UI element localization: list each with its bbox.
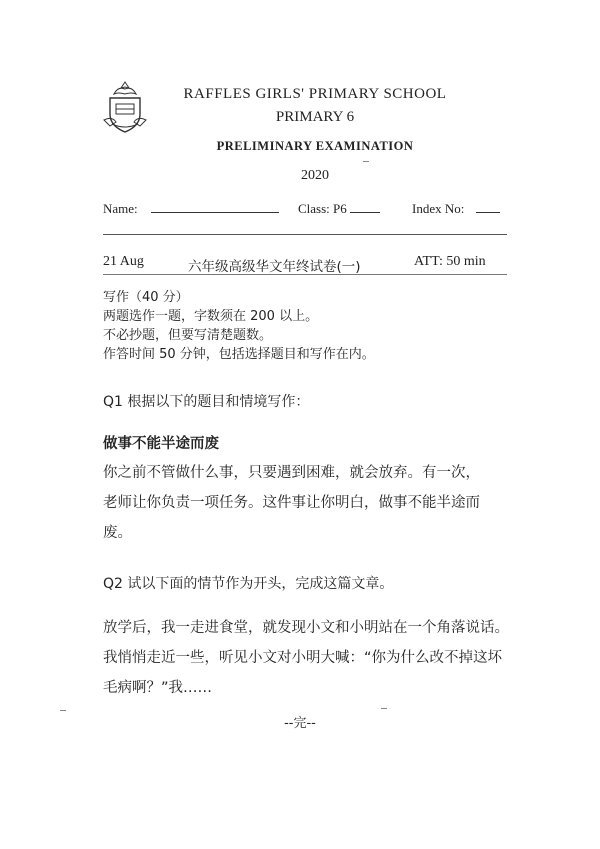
- scan-speck: [60, 710, 66, 711]
- scan-speck: [363, 161, 369, 162]
- q1-topic: 做事不能半途而废: [103, 436, 219, 452]
- paper-title: 六年级高级华文年终试卷(一): [188, 259, 361, 275]
- q1-line-2: 老师让你负责一项任务。这件事让你明白，做事不能半途而: [103, 495, 480, 511]
- exam-date: 21 Aug: [103, 254, 144, 269]
- section-heading: 写作（40 分）: [103, 290, 189, 305]
- instruction-line-1: 两题选作一题，字数须在 200 以上。: [103, 309, 319, 324]
- index-blank: [476, 200, 500, 213]
- class-blank: [350, 200, 380, 213]
- index-field: [412, 200, 500, 217]
- q2-line-2: 我悄悄走近一些，听见小文对小明大喊：“你为什么改不掉这坏: [103, 650, 503, 666]
- q2-line-1: 放学后，我一走进食堂，就发现小文和小明站在一个角落说话。: [103, 620, 509, 636]
- class-label: Class: P6: [298, 201, 347, 216]
- exam-title: PRELIMINARY EXAMINATION: [216, 139, 414, 153]
- instruction-line-3: 作答时间 50 分钟，包括选择题目和写作在内。: [103, 347, 375, 362]
- header-divider: [103, 234, 507, 235]
- q1-prompt: Q1 根据以下的题目和情境写作：: [103, 394, 310, 410]
- index-label: Index No:: [412, 201, 465, 216]
- name-field: [103, 200, 279, 217]
- q2-line-3: 毛病啊？”我……: [103, 680, 213, 696]
- q1-line-3: 废。: [103, 525, 132, 541]
- exam-year: 2020: [301, 168, 329, 183]
- q1-line-1: 你之前不管做什么事，只要遇到困难，就会放弃。有一次，: [103, 465, 480, 481]
- scan-speck: [381, 708, 387, 709]
- meta-divider: [103, 274, 507, 275]
- school-name: RAFFLES GIRLS' PRIMARY SCHOOL: [183, 86, 447, 102]
- class-field: [298, 200, 380, 217]
- name-blank: [151, 200, 279, 213]
- instruction-line-2: 不必抄题，但要写清楚题数。: [103, 328, 273, 343]
- level-title: PRIMARY 6: [275, 109, 355, 125]
- allotted-time: ATT: 50 min: [414, 254, 486, 269]
- end-mark: --完--: [284, 716, 316, 731]
- q2-prompt: Q2 试以下面的情节作为开头，完成这篇文章。: [103, 576, 394, 592]
- name-label: Name:: [103, 201, 138, 216]
